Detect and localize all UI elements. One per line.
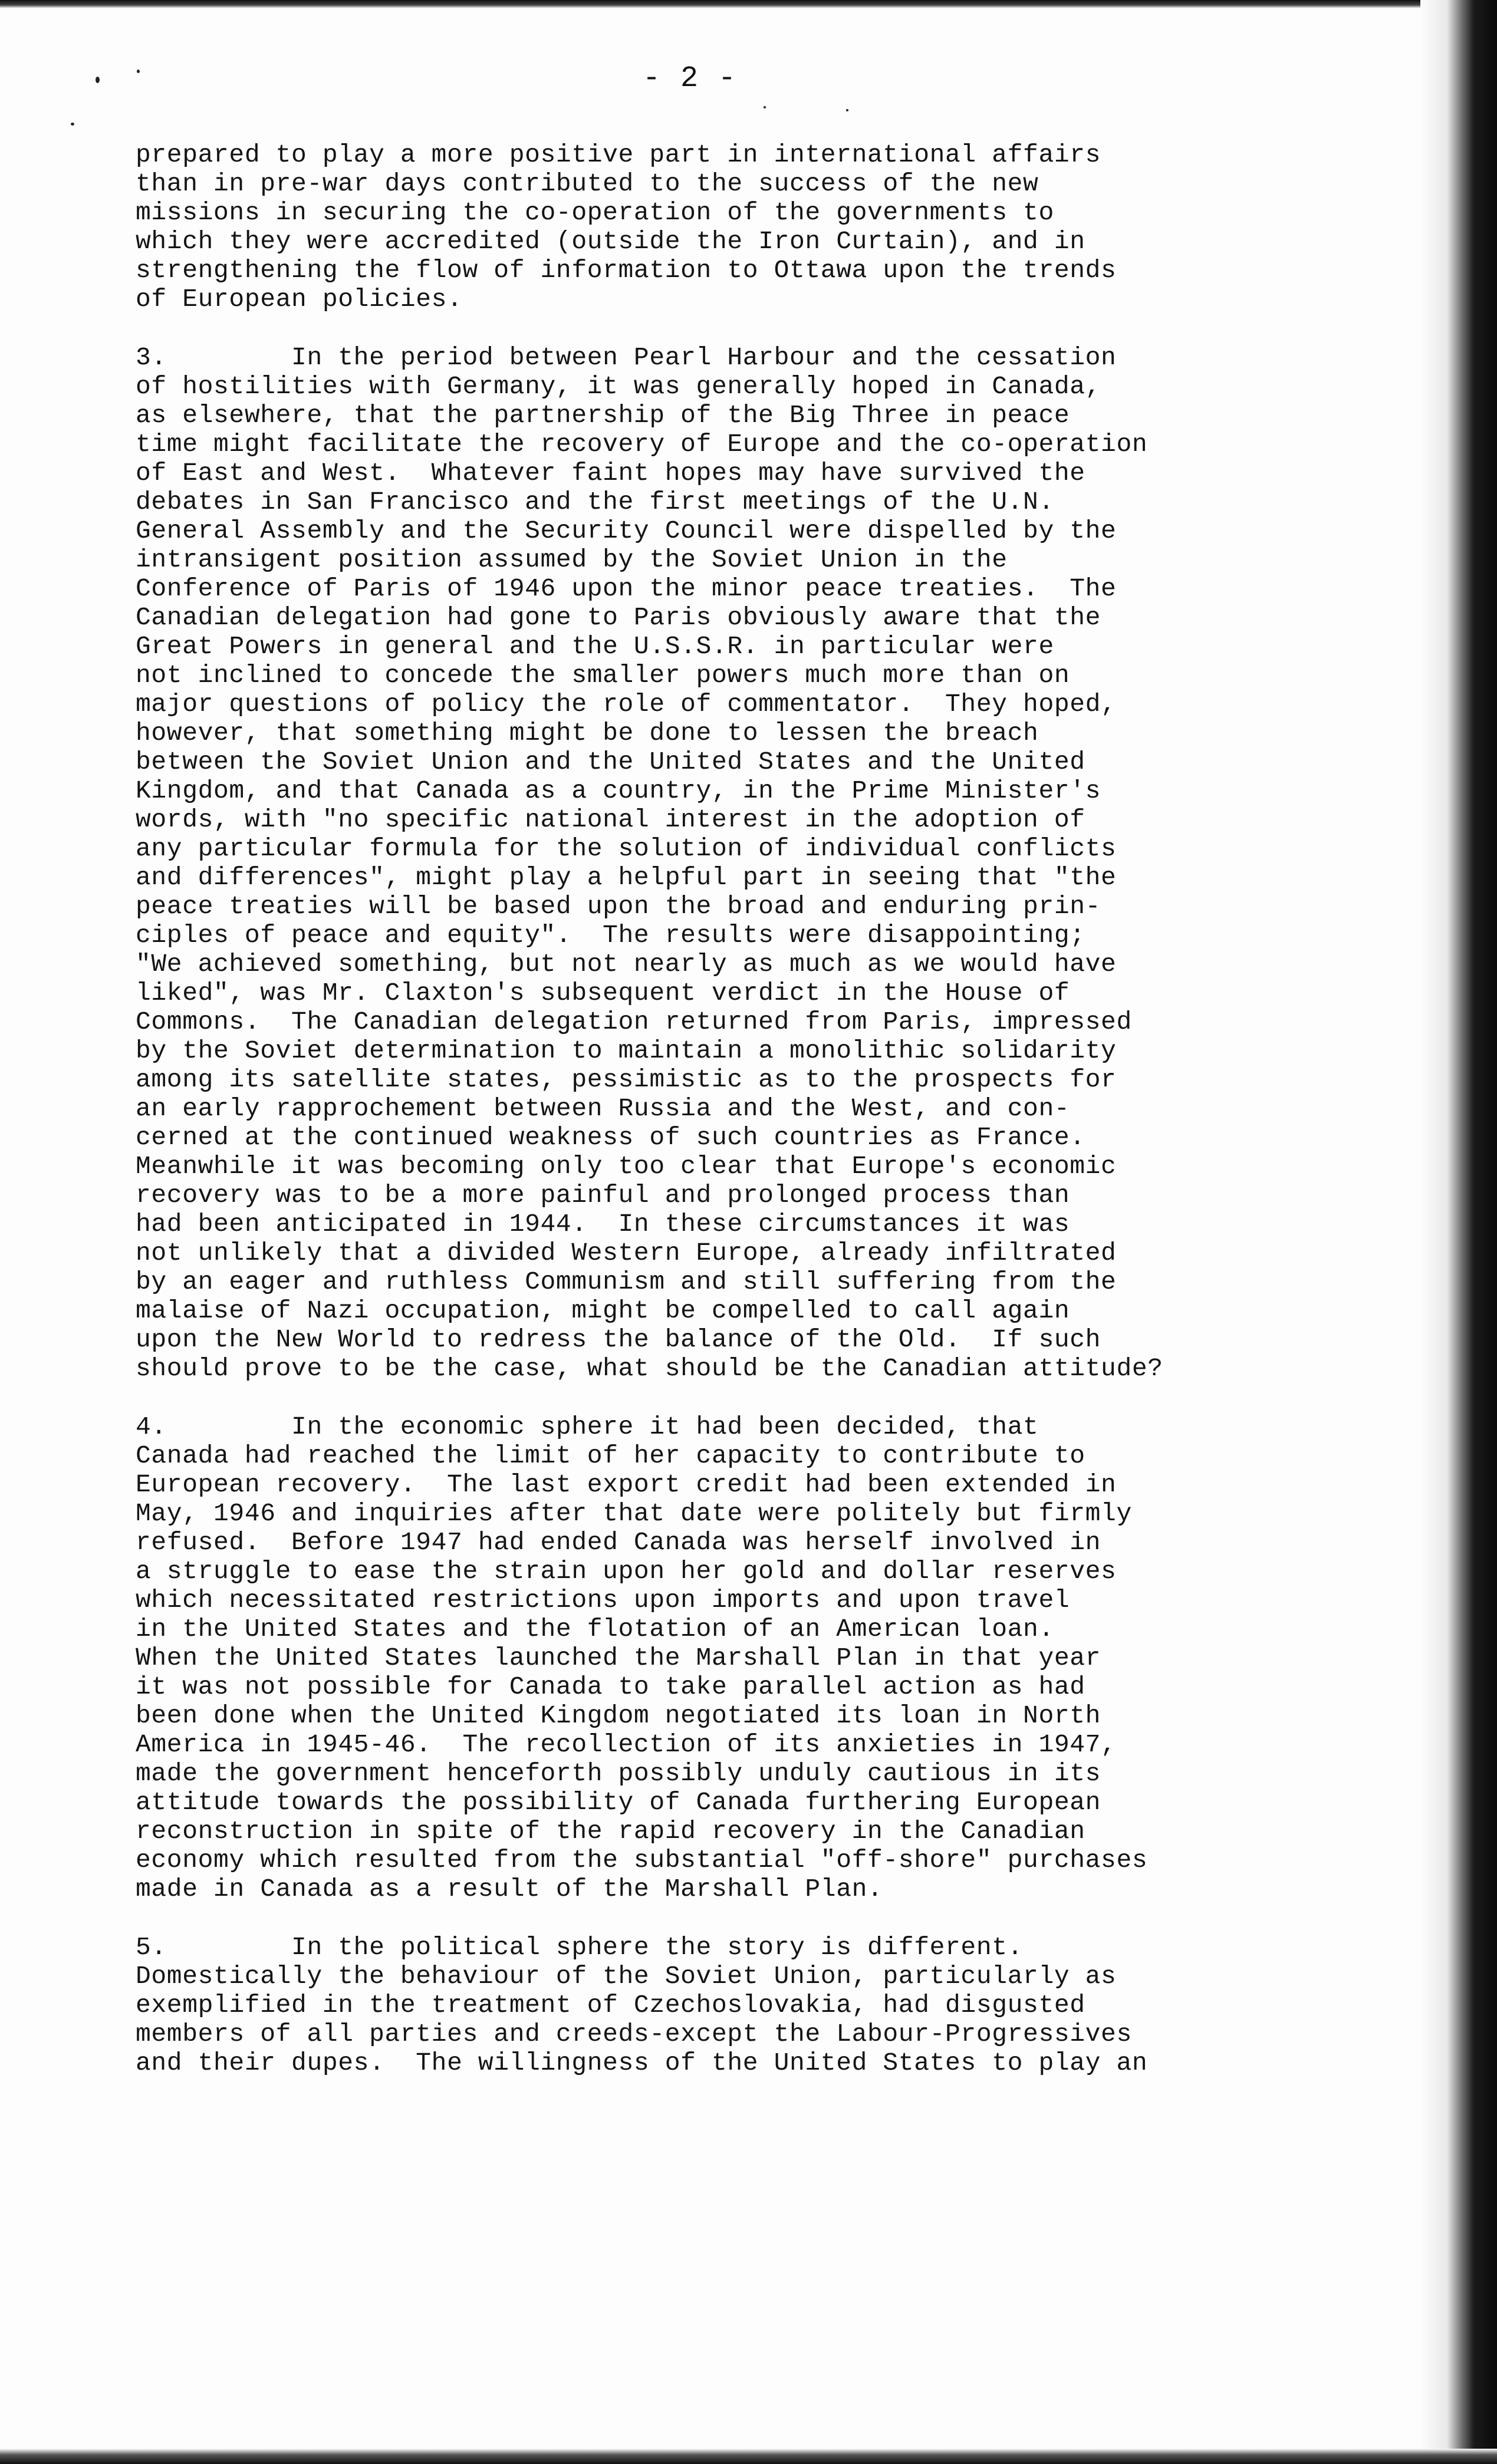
text-line: major questions of policy the role of commentator. They hoped, [136, 690, 1117, 719]
text-line: of hostilities with Germany, it was generally hoped in Canada, [136, 372, 1101, 401]
text-line: been done when the United Kingdom negotiated its loan in North [136, 1701, 1101, 1730]
text-line: which they were accredited (outside the Iron Curtain), and in [136, 227, 1085, 256]
scan-bottom-edge [0, 2449, 1497, 2464]
text-line: it was not possible for Canada to take parallel action as had [136, 1672, 1085, 1701]
text-line: intransigent position assumed by the Soviet Union in the [136, 545, 1008, 574]
text-line: ciples of peace and equity". The results were disappointing; [136, 921, 1085, 950]
text-line: exemplified in the treatment of Czechoslovakia, had disgusted [136, 1991, 1085, 2020]
text-line: however, that something might be done to lessen the breach [136, 719, 1039, 747]
text-line: economy which resulted from the substantial "off-shore" purchases [136, 1846, 1148, 1875]
text-line: attitude towards the possibility of Canada furthering European [136, 1788, 1101, 1817]
paragraph-p2-continuation [136, 140, 1315, 314]
text-line: words, with "no specific national interest in the adoption of [136, 805, 1085, 834]
text-line: European recovery. The last export credit had been extended in [136, 1470, 1117, 1499]
text-line: Great Powers in general and the U.S.S.R. in particular were [136, 632, 1054, 661]
text-line: May, 1946 and inquiries after that date were politely but firmly [136, 1499, 1132, 1528]
text-line: than in pre-war days contributed to the success of the new [136, 169, 1039, 198]
text-line: Conference of Paris of 1946 upon the minor peace treaties. The [136, 574, 1117, 603]
text-line: an early rapprochement between Russia and the West, and con- [136, 1094, 1070, 1123]
text-line: Kingdom, and that Canada as a country, in the Prime Minister's [136, 776, 1101, 805]
text-line: prepared to play a more positive part in international affairs [136, 140, 1101, 169]
text-line: liked", was Mr. Claxton's subsequent verdict in the House of [136, 979, 1070, 1007]
scan-speck [846, 109, 848, 111]
text-line: malaise of Nazi occupation, might be compelled to call again [136, 1296, 1070, 1325]
text-line: of East and West. Whatever faint hopes may have survived the [136, 459, 1085, 487]
text-line: in the United States and the flotation of an American loan. [136, 1615, 1054, 1643]
scan-right-edge [1420, 0, 1497, 2464]
text-line: time might facilitate the recovery of Europe and the co-operation [136, 430, 1148, 459]
scan-top-edge [0, 0, 1497, 8]
text-line: a struggle to ease the strain upon her gold and dollar reserves [136, 1557, 1117, 1586]
text-line: When the United States launched the Marshall Plan in that year [136, 1643, 1101, 1672]
text-line: Canadian delegation had gone to Paris obviously aware that the [136, 603, 1101, 632]
text-line: which necessitated restrictions upon imports and upon travel [136, 1586, 1070, 1615]
text-line: Canada had reached the limit of her capacity to contribute to [136, 1441, 1085, 1470]
text-line: 3. In the period between Pearl Harbour and the cessation [136, 343, 1117, 372]
scan-speck [96, 77, 100, 83]
text-line: by an eager and ruthless Communism and still suffering from the [136, 1267, 1117, 1296]
text-line: upon the New World to redress the balance of the Old. If such [136, 1325, 1101, 1354]
text-line: not inclined to concede the smaller powers much more than on [136, 661, 1070, 690]
text-line: Meanwhile it was becoming only too clear that Europe's economic [136, 1152, 1117, 1181]
text-line: made the government henceforth possibly unduly cautious in its [136, 1759, 1101, 1788]
text-line: Commons. The Canadian delegation returned from Paris, impressed [136, 1007, 1132, 1036]
text-line: should prove to be the case, what should be the Canadian attitude? [136, 1354, 1163, 1383]
scan-speck [764, 106, 766, 108]
text-line: by the Soviet determination to maintain a monolithic solidarity [136, 1036, 1117, 1065]
text-line: missions in securing the co-operation of the governments to [136, 198, 1054, 227]
text-line: not unlikely that a divided Western Europe, already infiltrated [136, 1238, 1117, 1267]
paragraph-p5 [136, 1933, 1315, 2077]
document-body [136, 140, 1315, 2107]
text-line: America in 1945-46. The recollection of its anxieties in 1947, [136, 1730, 1117, 1759]
text-line: and their dupes. The willingness of the United States to play an [136, 2048, 1148, 2077]
text-line: among its satellite states, pessimistic as to the prospects for [136, 1065, 1117, 1094]
page-number: - 2 - [642, 62, 738, 95]
text-line: Domestically the behaviour of the Soviet Union, particularly as [136, 1962, 1117, 1991]
text-line: General Assembly and the Security Council were dispelled by the [136, 516, 1117, 545]
text-line: and differences", might play a helpful part in seeing that "the [136, 863, 1117, 892]
text-line: 4. In the economic sphere it had been decided, that [136, 1412, 1039, 1441]
text-line: any particular formula for the solution of individual conflicts [136, 834, 1117, 863]
paragraph-p4 [136, 1412, 1315, 1903]
text-line: strengthening the flow of information to Ottawa upon the trends [136, 256, 1117, 285]
text-line: made in Canada as a result of the Marshall Plan. [136, 1875, 883, 1903]
text-line: 5. In the political sphere the story is different. [136, 1933, 1024, 1962]
text-line: as elsewhere, that the partnership of the Big Three in peace [136, 401, 1070, 430]
text-line: cerned at the continued weakness of such countries as France. [136, 1123, 1085, 1152]
text-line: recovery was to be a more painful and prolonged process than [136, 1181, 1070, 1210]
text-line: members of all parties and creeds-except the Labour-Progressives [136, 2020, 1132, 2048]
text-line: reconstruction in spite of the rapid recovery in the Canadian [136, 1817, 1085, 1846]
text-line: debates in San Francisco and the first meetings of the U.N. [136, 487, 1054, 516]
scan-speck [137, 70, 140, 73]
text-line: refused. Before 1947 had ended Canada was herself involved in [136, 1528, 1101, 1557]
text-line: of European policies. [136, 285, 463, 314]
scan-speck [71, 123, 74, 126]
text-line: had been anticipated in 1944. In these circumstances it was [136, 1210, 1070, 1238]
text-line: between the Soviet Union and the United States and the United [136, 747, 1085, 776]
paragraph-p3 [136, 343, 1315, 1383]
text-line: "We achieved something, but not nearly as much as we would have [136, 950, 1117, 979]
text-line: peace treaties will be based upon the broad and enduring prin- [136, 892, 1101, 921]
